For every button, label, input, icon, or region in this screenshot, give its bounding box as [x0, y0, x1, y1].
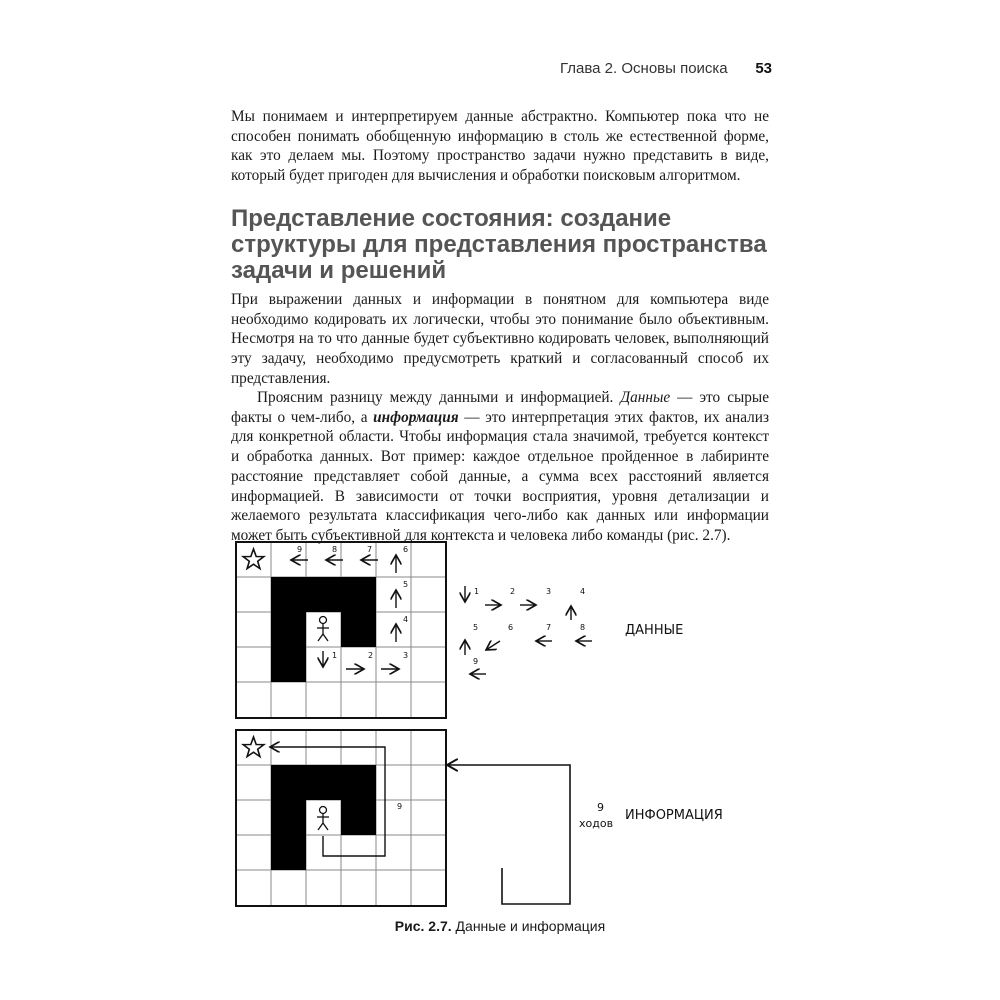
- paragraph-2-part2: — это сырые факты о чем-либо, а: [231, 389, 769, 426]
- step-label-4: 4: [403, 615, 409, 624]
- figure-caption: [0, 918, 1000, 934]
- figure-2-7: [230, 538, 770, 908]
- data-label-6: 6: [508, 623, 514, 632]
- paragraph-2: [231, 388, 769, 546]
- page-number: 53: [755, 60, 772, 77]
- step-label-2: 2: [368, 651, 374, 660]
- step-label-6: 6: [403, 545, 409, 554]
- information-arrow: [447, 765, 723, 904]
- data-label-8: 8: [580, 623, 586, 632]
- data-label-2: 2: [510, 587, 516, 596]
- data-label-1: 1: [474, 587, 480, 596]
- star-icon: [243, 737, 264, 757]
- data-label-3: 3: [546, 587, 552, 596]
- paragraph-2-part3: — это интерпретация этих фактов, их анализ для конкретной области. Чтобы информация стала значимой, требуется контекст и обработка данных. Вот пример: каждое отдельное пройденное в лабиринте расстояние представляет собой данные, а сумма всех расстояний является информацией. В зависимости от точки восприятия, уровня детализации и желаемого результата классификация чего-либо как данных или информации может быть субъективной для контекста и человека либо команды (рис. 2.7).: [231, 408, 769, 544]
- label-data: ДАННЫЕ: [625, 623, 684, 638]
- data-label-5: 5: [473, 623, 479, 632]
- step-label-5: 5: [403, 580, 409, 589]
- data-label-7: 7: [546, 623, 552, 632]
- moves-word: ходов: [579, 817, 614, 830]
- intro-paragraph: Мы понимаем и интерпретируем данные абстрактно. Компьютер пока что не способен понимать обобщенную информацию в столь же естественной форме, как это делаем мы. Поэтому пространство задачи нужно представить в виде, который будет пригоден для вычисления и обработки поисковым алгоритмом.: [231, 108, 769, 185]
- step-label-1: 1: [332, 651, 338, 660]
- step-label-8: 8: [332, 545, 338, 554]
- label-information: ИНФОРМАЦИЯ: [625, 808, 723, 823]
- paragraph-1: При выражении данных и информации в понятном для компьютера виде необходимо кодировать их логически, чтобы это понимание было объективным. Несмотря на то что данные будет субъективно кодировать человек, выполняющий эту задачу, необходимо предусмотреть краткий и согласованный способ их представления.: [231, 291, 769, 387]
- stick-figure-icon: [317, 617, 329, 642]
- section-heading: Представление состояния: создание структуры для представления пространства задачи и решений: [231, 205, 767, 284]
- star-icon: [243, 549, 264, 569]
- running-head: [560, 60, 772, 82]
- step-label-7: 7: [367, 545, 373, 554]
- term-information: информация: [373, 408, 459, 426]
- step-label-3: 3: [403, 651, 409, 660]
- step-label-9: 9: [297, 545, 303, 554]
- caption-label: Рис. 2.7.: [394, 918, 452, 934]
- term-data: Данные: [620, 389, 671, 406]
- stick-figure-icon: [317, 807, 329, 831]
- chapter-title: Глава 2. Основы поиска: [560, 60, 728, 77]
- maze-bottom: [236, 730, 446, 906]
- maze-top: [236, 542, 446, 718]
- moves-count: 9: [597, 801, 604, 814]
- paragraph-2-part1: Проясним разницу между данными и информацией.: [257, 389, 621, 406]
- data-label-9: 9: [473, 657, 479, 666]
- data-scatter: [465, 586, 683, 674]
- data-label-4: 4: [580, 587, 586, 596]
- path-total-label: 9: [397, 802, 403, 811]
- caption-text: Данные и информация: [451, 918, 606, 934]
